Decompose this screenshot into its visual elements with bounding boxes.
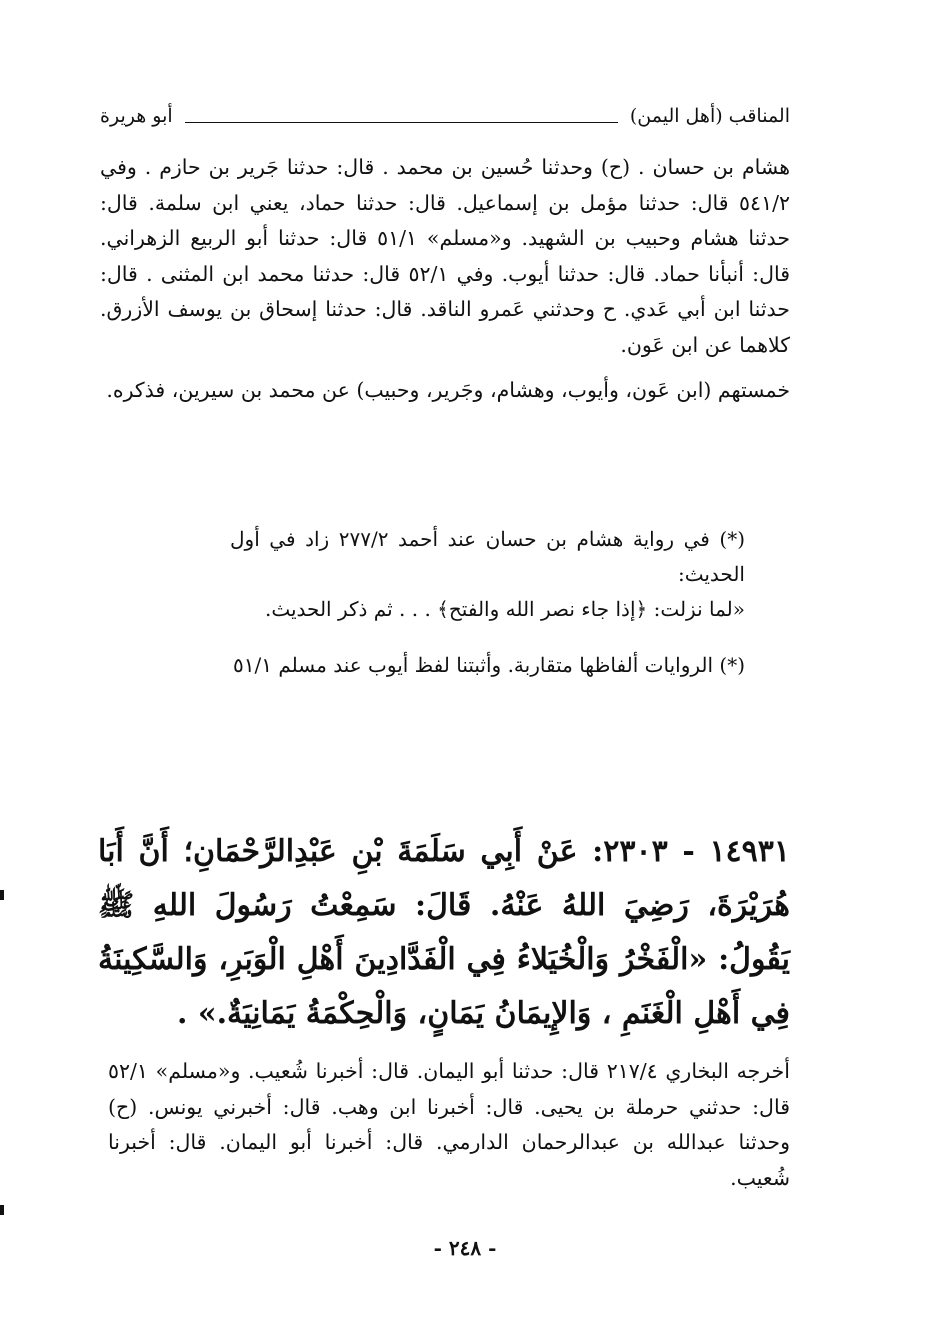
isnad-paragraph-2: خمستهم (ابن عَون، وأيوب، وهشام، وجَرير، وحبيب) عن محمد بن سيرين، فذكره.: [106, 378, 790, 402]
header-section-title: المناقب (أهل اليمن): [629, 105, 790, 127]
hadith-text-block: [98, 825, 790, 1041]
footnote-1-line-2: «لما نزلت: ﴿إذا جاء نصر الله والفتح﴾ . . . ثم ذكر الحديث.: [264, 597, 745, 621]
hadith-text: ١٤٩٣١ - ٢٣٠٣: عَنْ أَبِي سَلَمَةَ بْنِ عَبْدِالرَّحْمَانِ؛ أَنَّ أَبَا هُرَيْرَةَ، رَضِيَ اللهُ عَنْهُ. قَالَ: سَمِعْتُ رَسُولَ اللهِ ﷺ يَقُولُ: «الْفَخْرُ وَالْخُيَلاءُ فِي الْفَدَّادِينَ أَهْلِ الْوَبَرِ، وَالسَّكِينَةُ فِي أَهْلِ الْغَنَمِ ، وَالإِيمَانُ يَمَانٍ، وَالْحِكْمَةُ يَمَانِيَةٌ.» .: [98, 834, 791, 1031]
footnote-1: [230, 522, 745, 627]
isnad-block: [100, 150, 790, 409]
takhrij-block: [108, 1054, 790, 1196]
footnote-2: [140, 648, 745, 683]
footnote-2-text: (*) الروايات ألفاظها متقاربة. وأثبتنا لفظ أيوب عند مسلم ٥١/١: [233, 653, 745, 677]
takhrij-text: أخرجه البخاري ٢١٧/٤ قال: حدثنا أبو اليمان. قال: أخبرنا شُعيب. و«مسلم» ٥٢/١ قال: حدثني حرملة بن يحيى. قال: أخبرنا ابن وهب. قال: أخبرني يونس. (ح) وحدثنا عبدالله بن عبدالرحمان الدارمي. قال: أخبرنا أبو اليمان. قال: أخبرنا شُعيب.: [108, 1059, 790, 1190]
page-number: - ٢٤٨ -: [433, 1236, 497, 1260]
header-rule: [185, 122, 618, 123]
isnad-paragraph-1: هشام بن حسان . (ح) وحدثنا حُسين بن محمد . قال: حدثنا جَرير بن حازم . وفي ٥٤١/٢ قال: حدثنا مؤمل بن إسماعيل. قال: حدثنا حماد، يعني ابن سلمة. قال: حدثنا هشام وحبيب بن الشهيد. و«مسلم» ٥١/١ قال: حدثنا أبو الربيع الزهراني. قال: أنبأنا حماد. قال: حدثنا أيوب. وفي ٥٢/١ قال: حدثنا محمد ابن المثنى . قال: حدثنا ابن أبي عَدي. ح وحدثني عَمرو الناقد. قال: حدثنا إسحاق بن يوسف الأزرق. كلاهما عن ابن عَون.: [100, 155, 791, 357]
header-narrator: أبو هريرة: [100, 105, 173, 127]
scan-edge-mark: [0, 1205, 4, 1215]
scan-edge-mark: [0, 890, 4, 900]
running-header: [100, 96, 790, 136]
footnote-1-line-1: (*) في رواية هشام بن حسان عند أحمد ٢٧٧/٢ زاد في أول الحديث:: [230, 527, 745, 586]
